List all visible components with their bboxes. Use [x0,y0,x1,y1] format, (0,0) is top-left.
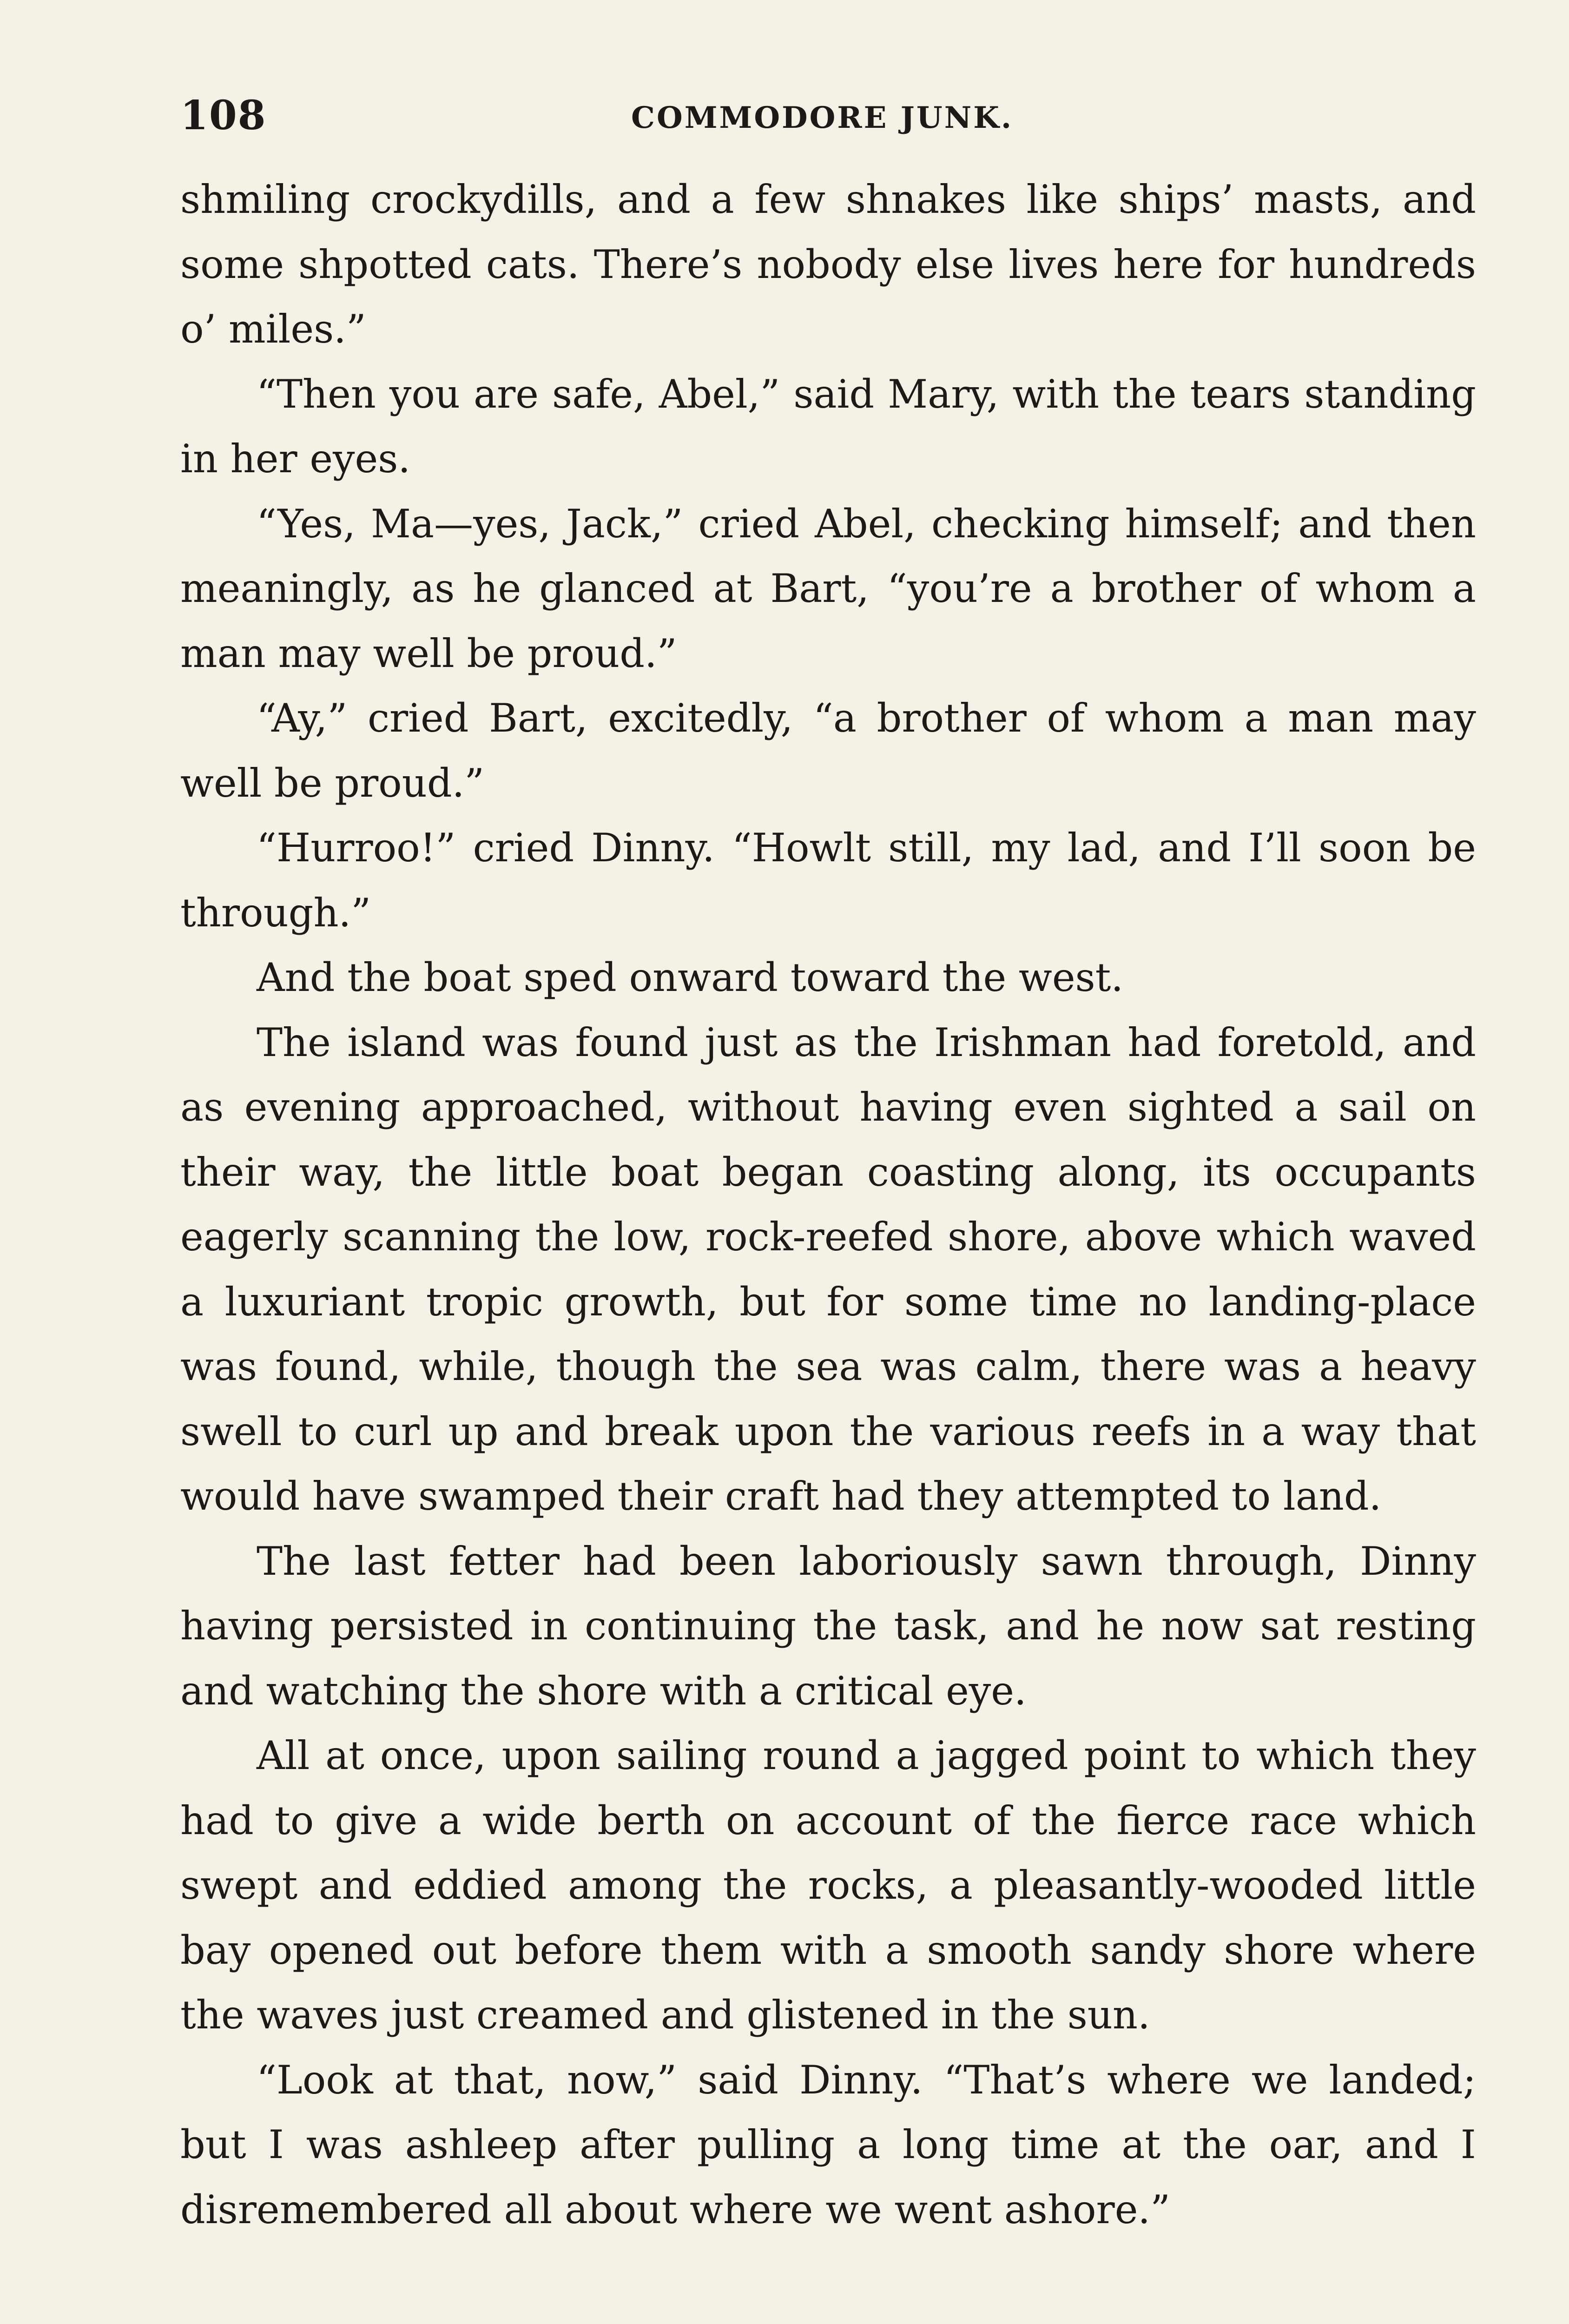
paragraph: The island was found just as the Irishman had foretold, and as evening approached, without having even sighted a sail on their way, the little boat began coasting along, its occupants eagerly scanning the low, rock-reefed shore, above which waved a luxuriant tropic growth, but for some time no landing-place was found, while, though the sea was calm, there was a heavy swell to curl up and break upon the various reefs in a way that would have swamped their craft had they attempted to land. [180,1019,1476,1519]
paragraph: All at once, upon sailing round a jagged point to which they had to give a wide berth on account of the fierce race which swept and eddied among the rocks, a pleasantly-wooded little bay opened out before them with a smooth sandy shore where the waves just creamed and glistened in the sun. [180,1733,1476,2038]
paragraph: “Yes, Ma—yes, Jack,” cried Abel, checking himself; and then meaningly, as he glanced at Bart, “you’re a brother of whom a man may well be proud.” [180,501,1476,676]
paragraph: “Ay,” cried Bart, excitedly, “a brother of whom a man may well be proud.” [180,695,1476,806]
paragraph: “Then you are safe, Abel,” said Mary, with the tears standing in her eyes. [180,371,1476,482]
paragraph: “Hurroo!” cried Dinny. “Howlt still, my lad, and I’ll soon be through.” [180,825,1476,936]
paragraph: shmiling crockydills, and a few shnakes like ships’ masts, and some shpotted cats. There’s nobody else lives here for hundreds o’ miles.” [180,177,1476,352]
paragraph: And the boat sped onward toward the west. [257,955,1124,1000]
paragraph: “Look at that, now,” said Dinny. “That’s where we landed; but I was ashleep after pulling a long time at the oar, and I disremembered all about where we went ashore.” [180,2057,1476,2232]
body-text [180,167,1476,2242]
running-head [180,87,1476,148]
page-number: 108 [180,92,267,139]
paragraph: The last fetter had been laboriously sawn through, Dinny having persisted in continuing the task, and he now sat resting and watching the shore with a critical eye. [180,1538,1476,1714]
running-title: COMMODORE JUNK. [631,100,1014,135]
book-page [180,87,1476,2324]
